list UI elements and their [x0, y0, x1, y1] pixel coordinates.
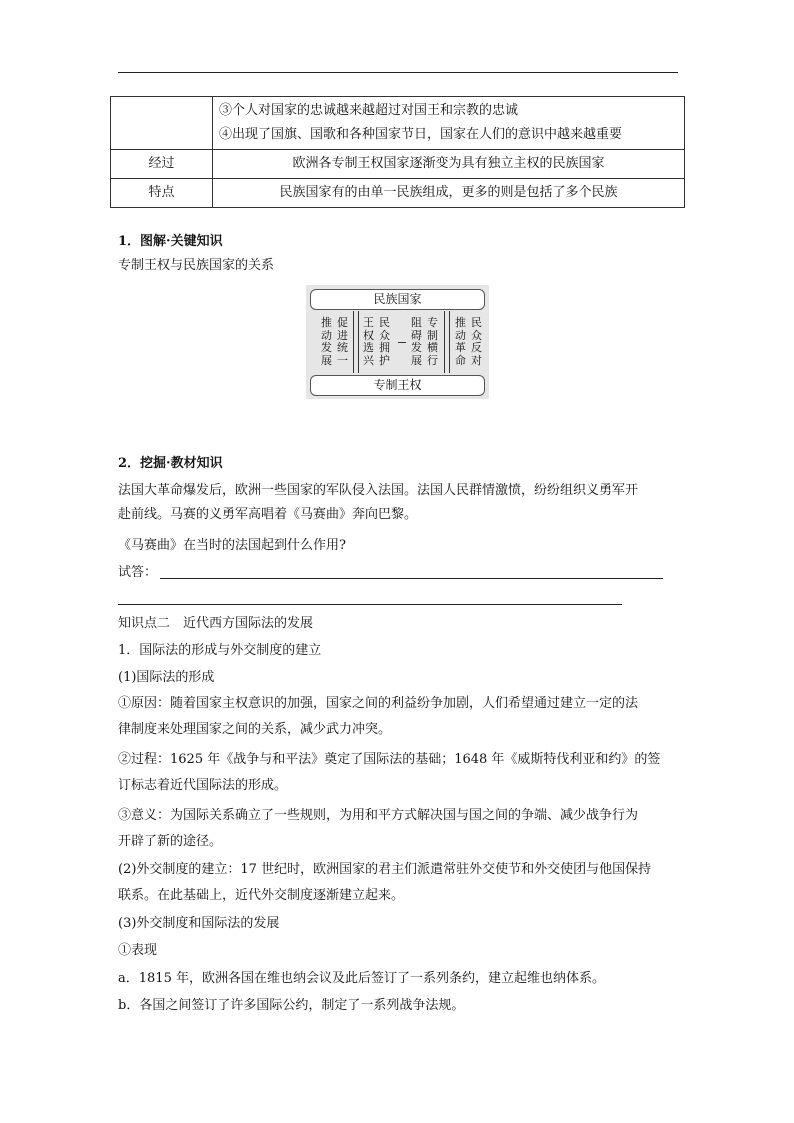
paragraph-line: ①原因：随着国家主权意识的加强，国家之间的利益纷争加剧，人们希望通过建立一定的法 [118, 696, 639, 711]
table-text: ③个人对国家的忠诚越来越超过对国王和宗教的忠诚 [219, 103, 519, 118]
paragraph-line: (2)外交制度的建立：17 世纪时，欧洲国家的君主们派遣常驻外交使节和外交使团与他国保持 [118, 862, 652, 877]
down-arrow-icon [358, 311, 359, 373]
header-rule [118, 72, 678, 73]
diagram-column: 推动革命 [455, 316, 466, 367]
table-row [111, 150, 685, 179]
section-heading: 1．图解·关键知识 [118, 234, 223, 249]
table-row [111, 97, 685, 150]
diagram-column: 民众拥护 [379, 316, 390, 367]
answer-blank-line[interactable] [160, 578, 663, 579]
list-item: a．1815 年，欧洲各国在维也纳会议及此后签订了一系列条约，建立起维也纳体系。 [118, 971, 605, 986]
table-text: ④出现了国旗、国歌和各种国家节日，国家在人们的意识中越来越重要 [219, 127, 623, 142]
diagram-column: 阻碍发展 [411, 316, 422, 367]
paragraph-line: 联系。在此基础上，近代外交制度逐渐建立起来。 [118, 888, 405, 903]
section-heading: 2．挖掘·教材知识 [118, 456, 223, 471]
diagram-bottom-box: 专制王权 [310, 375, 485, 396]
diagram-column: 推动发展 [321, 316, 332, 367]
paragraph-line: ②过程：1625 年《战争与和平法》奠定了国际法的基础；1648 年《威斯特伐利亚和约》的签 [118, 752, 661, 767]
paragraph-line: 律制度来处理国家之间的关系，减少武力冲突。 [118, 722, 392, 737]
table-cell-empty [111, 97, 213, 150]
diagram-column: 民众反对 [471, 316, 482, 367]
subheading: (1)国际法的形成 [118, 670, 215, 685]
table-label: 特点 [111, 179, 213, 208]
down-arrow-icon [449, 311, 450, 373]
subheading: ①表现 [118, 943, 158, 958]
subheading: (3)外交制度和国际法的发展 [118, 916, 280, 931]
paragraph-line: 订标志着近代国际法的形成。 [118, 778, 288, 793]
up-arrow-icon [353, 311, 354, 373]
answer-label: 试答： [118, 565, 158, 580]
table-row [111, 179, 685, 208]
up-arrow-icon [444, 311, 445, 373]
table-cell: 民族国家有的由单一民族组成，更多的则是包括了多个民族 [213, 179, 685, 208]
paragraph-line: 法国大革命爆发后，欧洲一些国家的军队侵入法国。法国人民群情激愤，纷纷组织义勇军开 [118, 483, 639, 498]
paragraph-line: 开辟了新的途径。 [118, 834, 223, 849]
question: 《马赛曲》在当时的法国起到什么作用? [118, 538, 346, 553]
table-label: 经过 [111, 150, 213, 179]
knowledge-point-title: 知识点二 近代西方国际法的发展 [118, 616, 314, 631]
diagram-column: 促进统一 [337, 316, 348, 367]
relation-diagram [306, 285, 489, 399]
diagram-top-box: 民族国家 [310, 289, 485, 310]
table-cell [213, 97, 685, 150]
section-subtitle: 专制王权与民族国家的关系 [118, 258, 275, 273]
diagram-divider [398, 342, 406, 343]
diagram-column: 专制横行 [427, 316, 438, 367]
nation-state-table [110, 96, 685, 208]
answer-blank-line[interactable] [118, 604, 622, 605]
paragraph-line: ③意义：为国际关系确立了一些规则，为用和平方式解决国与国之间的争端、减少战争行为 [118, 808, 639, 823]
heading: 1．国际法的形成与外交制度的建立 [118, 643, 322, 658]
paragraph-line: 赴前线。马赛的义勇军高唱着《马赛曲》奔向巴黎。 [118, 507, 418, 522]
list-item: b．各国之间签订了许多国际公约，制定了一系列战争法规。 [118, 998, 465, 1013]
diagram-column: 王权选兴 [363, 316, 374, 367]
table-cell: 欧洲各专制王权国家逐渐变为具有独立主权的民族国家 [213, 150, 685, 179]
